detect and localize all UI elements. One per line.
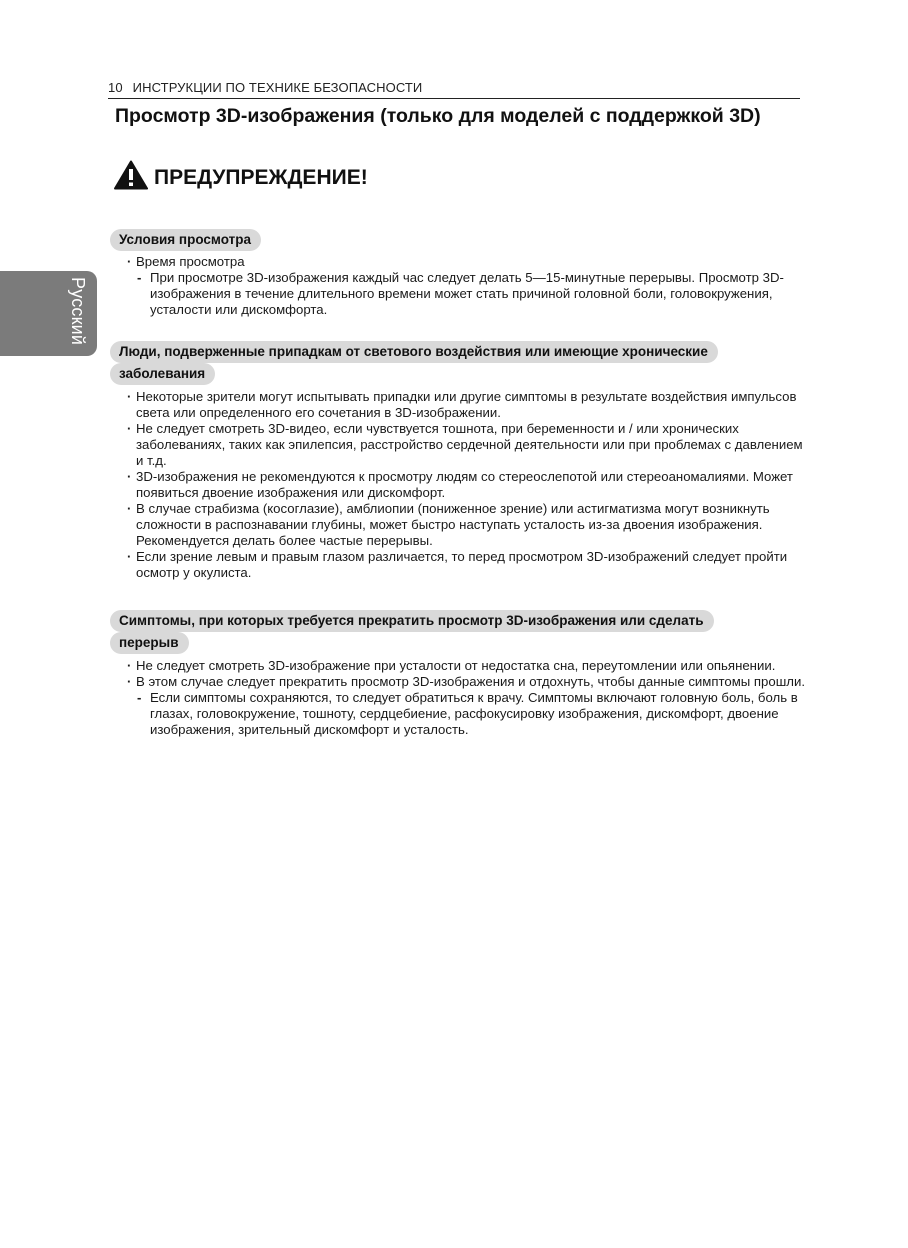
list-item: · Если зрение левым и правым глазом различается, то перед просмотром 3D-изображений следует пройти осмотр у окулиста. bbox=[110, 549, 810, 581]
header-section-title: ИНСТРУКЦИИ ПО ТЕХНИКЕ БЕЗОПАСНОСТИ bbox=[132, 80, 423, 95]
page-number: 10 bbox=[108, 80, 123, 95]
list-item: · В этом случае следует прекратить просмотр 3D-изображения и отдохнуть, чтобы данные симптомы прошли. bbox=[110, 674, 810, 690]
section-list bbox=[110, 658, 810, 738]
section-stop-symptoms bbox=[110, 610, 810, 738]
section-heading: Люди, подверженные припадкам от светового воздействия или имеющие хронические bbox=[110, 341, 718, 363]
page-header bbox=[108, 80, 800, 99]
list-item: - При просмотре 3D-изображения каждый час следует делать 5—15-минутные перерывы. Просмотр 3D-изображения в течение длительного времени может стать причиной головной боли, головокружения, усталости или дискомфорта. bbox=[110, 270, 810, 318]
list-item: · Не следует смотреть 3D-видео, если чувствуется тошнота, при беременности и / или хронических заболеваниях, таких как эпилепсия, расстройство сердечной деятельности или при проблемах с давлением и т.д. bbox=[110, 421, 810, 469]
warning-triangle-icon bbox=[114, 160, 148, 190]
list-item: · Не следует смотреть 3D-изображение при усталости от недостатка сна, переутомлении или опьянении. bbox=[110, 658, 810, 674]
section-viewing-conditions bbox=[110, 229, 810, 318]
page-title: Просмотр 3D-изображения (только для моделей с поддержкой 3D) bbox=[115, 105, 761, 127]
language-side-tab bbox=[0, 271, 97, 356]
section-photosensitive-seizures bbox=[110, 341, 810, 581]
list-item: · В случае страбизма (косоглазие), амблиопии (пониженное зрение) или астигматизма могут возникнуть сложности в распознавании глубины, может быстро наступать усталость из-за двоения изображения. Рекомендуется делать более частые перерывы. bbox=[110, 501, 810, 549]
warning-heading bbox=[114, 160, 368, 190]
list-item: · Некоторые зрители могут испытывать припадки или другие симптомы в результате воздействия импульсов света или определенного его сочетания в 3D-изображении. bbox=[110, 389, 810, 421]
list-item: · 3D-изображения не рекомендуются к просмотру людям со стереослепотой или стереоаномалиями. Может появиться двоение изображения или дискомфорт. bbox=[110, 469, 810, 501]
language-label: Русский bbox=[68, 277, 88, 346]
section-heading: Симптомы, при которых требуется прекратить просмотр 3D-изображения или сделать bbox=[110, 610, 714, 632]
section-list bbox=[110, 389, 810, 581]
section-heading-continued: заболевания bbox=[110, 363, 215, 385]
list-item: · Время просмотра bbox=[110, 254, 810, 270]
section-list bbox=[110, 254, 810, 318]
section-heading-continued: перерыв bbox=[110, 632, 189, 654]
list-item: - Если симптомы сохраняются, то следует обратиться к врачу. Симптомы включают головную боль, боль в глазах, головокружение, тошноту, сердцебиение, расфокусировку изображения, дискомфорт, двоение изображения, зрительный дискомфорт и усталость. bbox=[110, 690, 810, 738]
section-heading: Условия просмотра bbox=[110, 229, 261, 251]
warning-label: ПРЕДУПРЕЖДЕНИЕ! bbox=[154, 166, 368, 189]
